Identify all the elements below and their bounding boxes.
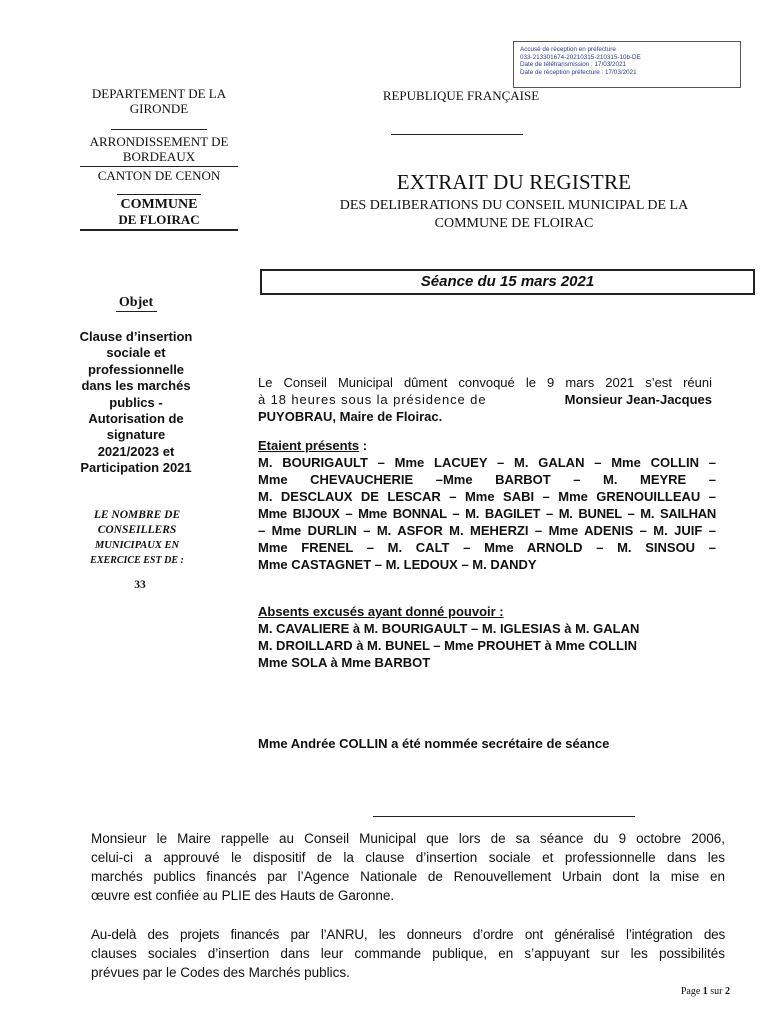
absents-block [258,603,678,671]
page-middle: sur [707,986,725,997]
absents-line: M. CAVALIERE à M. BOURIGAULT – M. IGLESIAS à M. GALAN [258,621,640,636]
body-line: clauses sociales d’insertion dans leur commande publique, en s’appuyant sur les possibilités [91,946,725,961]
convocation-line [258,391,712,408]
body-line: œuvre est confiée au PLIE des Hauts de Garonne. [91,888,395,903]
body-line: marchés publics financés par l’Agence Nationale de Renouvellement Urbain dont la mise en [91,869,725,884]
presents-line: M. BOURIGAULT – Mme LACUEY – M. GALAN – Mme COLLIN – [258,455,716,470]
republique-label: REPUBLIQUE FRANÇAISE [382,88,540,103]
accuse-line: Accusé de réception en préfecture [520,46,616,53]
president-name: Monsieur Jean-Jacques [564,392,712,407]
body-line: Au-delà des projets financés par l’ANRU, les donneurs d’ordre ont généralisé l’intégration des [91,927,725,942]
objet-line: signature [106,427,166,443]
left-header [80,86,238,231]
absents-line: Mme SOLA à Mme BARBOT [258,655,431,670]
objet-text [64,329,208,477]
absents-heading: Absents excusés ayant donné pouvoir : [258,604,504,619]
accuse-line: Date de télétransmission : 17/03/2021 [520,61,627,69]
divider [80,166,238,167]
presents-line: – Mme DURLIN – M. ASFOR M. MEHERZI – Mme ADENIS – M. JUIF – [258,523,716,538]
body-paragraph [91,925,725,982]
divider [116,311,157,312]
convocation-text: à 18 heures sous la présidence de [258,392,487,407]
body-line: Monsieur le Maire rappelle au Conseil Municipal que lors de sa séance du 9 octobre 2006, [91,831,725,846]
departement-line: GIRONDE [129,101,189,116]
page-number [660,986,730,997]
objet-label: Objet [118,295,154,310]
presents-line: Mme CASTAGNET – M. LEDOUX – M. DANDY [258,557,537,572]
convocation-line: Le Conseil Municipal dûment convoqué le 9 mars 2021 s’est réuni [258,375,712,390]
secretaire-line: Mme Andrée COLLIN a été nommée secrétaire de séance [258,736,610,751]
presents-line: M. DESCLAUX DE LESCAR – Mme SABI – Mme GRENOUILLEAU – [258,489,716,504]
objet-line: Participation 2021 [80,460,192,476]
body-line: prévues par le Codes des Marchés publics. [91,965,350,980]
presents-heading-text: Etaient présents [258,438,360,453]
conseillers-line: CONSEILLERS [97,524,177,536]
conseillers-line: EXERCICE EST DE : [90,555,184,566]
commune-line: COMMUNE [120,197,198,212]
convocation-block [258,374,712,425]
presents-block [258,437,716,573]
presents-heading-colon: : [359,438,368,453]
conseillers-line: LE NOMBRE DE [93,509,181,521]
document-subtitle: COMMUNE DE FLOIRAC [434,216,594,231]
divider [117,194,201,195]
presents-heading [258,437,716,454]
body-line: celui-ci a approuvé le dispositif de la clause d’insertion sociale et professionnelle dans les [91,850,725,865]
commune-line: DE FLOIRAC [118,212,200,227]
accuse-line: Date de réception préfecture : 17/03/2021 [520,68,637,76]
presents-line: Mme BIJOUX – Mme BONNAL – M. BAGILET – M. BUNEL – M. SAILHAN [258,506,716,521]
page-total: 2 [725,986,730,997]
conseillers-line: MUNICIPAUX EN [94,540,180,551]
seance-date: Séance du 15 mars 2021 [420,273,595,290]
divider [111,129,207,130]
divider [80,229,238,231]
arrondissement-line: ARRONDISSEMENT DE [89,134,229,149]
arrondissement-line: BORDEAUX [122,149,196,164]
accuse-line: 033-213301674-20210315-210315-10b-DE [520,53,641,61]
document-subtitle: DES DELIBERATIONS DU CONSEIL MUNICIPAL DE LA [339,198,689,213]
page-current: 1 [702,986,708,997]
seance-box [260,269,755,295]
objet-line: 2021/2023 et [97,443,175,459]
objet-line: dans les marchés [81,378,191,394]
document-title: EXTRAIT DU REGISTRE [396,170,632,194]
presents-line: Mme FRENEL – M. CALT – Mme ARNOLD – M. SINSOU – [258,540,716,555]
objet-line: professionnelle [87,361,185,377]
absents-line: M. DROILLARD à M. BUNEL – Mme PROUHET à Mme COLLIN [258,638,637,653]
accuse-reception-box [513,41,741,88]
objet-line: Clause d’insertion [79,329,193,344]
body-paragraph [91,829,725,905]
objet-line: sociale et [106,345,166,361]
divider [391,134,523,135]
convocation-line: PUYOBRAU, Maire de Floirac. [258,409,443,424]
conseillers-label [72,508,202,568]
divider [373,816,635,817]
canton-line: CANTON DE CENON [97,168,221,183]
objet-line: Autorisation de [88,411,184,427]
presents-line: Mme CHEVAUCHERIE –Mme BARBOT – M. MEYRE – [258,472,716,487]
departement-line: DEPARTEMENT DE LA [91,86,227,101]
objet-line: publics - [109,394,163,410]
conseillers-count: 33 [134,579,146,591]
page-prefix: Page [680,986,703,997]
